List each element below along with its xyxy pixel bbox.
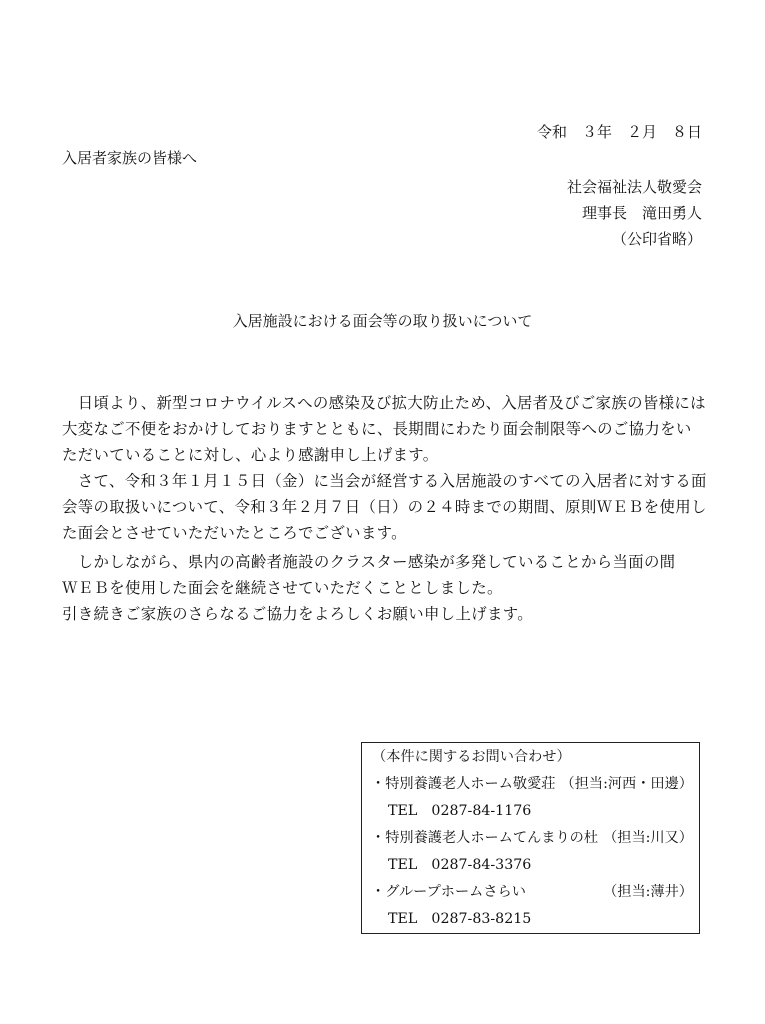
sender-name: 理事長 滝田勇人 [581,204,702,222]
sender-organization: 社会福祉法人敬愛会 [566,178,702,196]
contact-person-temmari: （担当:川又） [603,830,693,846]
body-line: ただいていることに対し、心より感謝申し上げます。 [62,446,439,464]
body-line: さて、令和３年１月１５日（金）に当会が経営する入居施設のすべての入居者に対する面 [62,472,707,490]
contact-box [361,742,700,934]
body-line: 引き続きご家族のさらなるご協力をよろしくお願い申し上げます。 [62,605,533,623]
addressee: 入居者家族の皆様へ [62,149,198,167]
contact-tel-temmari: TEL 0287-84-3376 [388,857,532,873]
body-line: 大変なご不便をおかけしておりますとともに、長期間にわたり面会制限等へのご協力をい [62,420,692,438]
contact-person-keiaiso: （担当:河西・田邊） [560,776,693,792]
document-title: 入居施設における面会等の取り扱いについて [232,312,533,330]
contact-tel-sarai: TEL 0287-83-8215 [388,911,532,927]
body-line: 会等の取扱いについて、令和３年２月７日（日）の２４時までの期間、原則ＷＥＢを使用し [62,498,707,516]
body-line: しかしながら、県内の高齢者施設のクラスター感染が多発していることから当面の間 [62,553,676,571]
body-line: た面会とさせていただいたところでございます。 [62,524,407,542]
contact-org-temmari: ・特別養護老人ホームてんまりの杜 [371,830,599,846]
contact-person-sarai: （担当:薄井） [603,884,693,900]
contact-tel-keiaiso: TEL 0287-84-1176 [388,803,532,819]
seal-note: （公印省略） [611,230,702,248]
body-line: 日頃より、新型コロナウイルスへの感染及び拡大防止ため、入居者及びご家族の皆様には [62,394,706,412]
document-date: 令和 ３年 ２月 ８日 [536,123,702,141]
contact-org-keiaiso: ・特別養護老人ホーム敬愛荘 [371,776,556,792]
contact-org-sarai: ・グループホームさらい [371,884,526,900]
body-line: ＷＥＢを使用した面会を継続させていただくこととしました。 [62,579,503,597]
contact-heading: （本件に関するお問い合わせ） [372,749,571,765]
